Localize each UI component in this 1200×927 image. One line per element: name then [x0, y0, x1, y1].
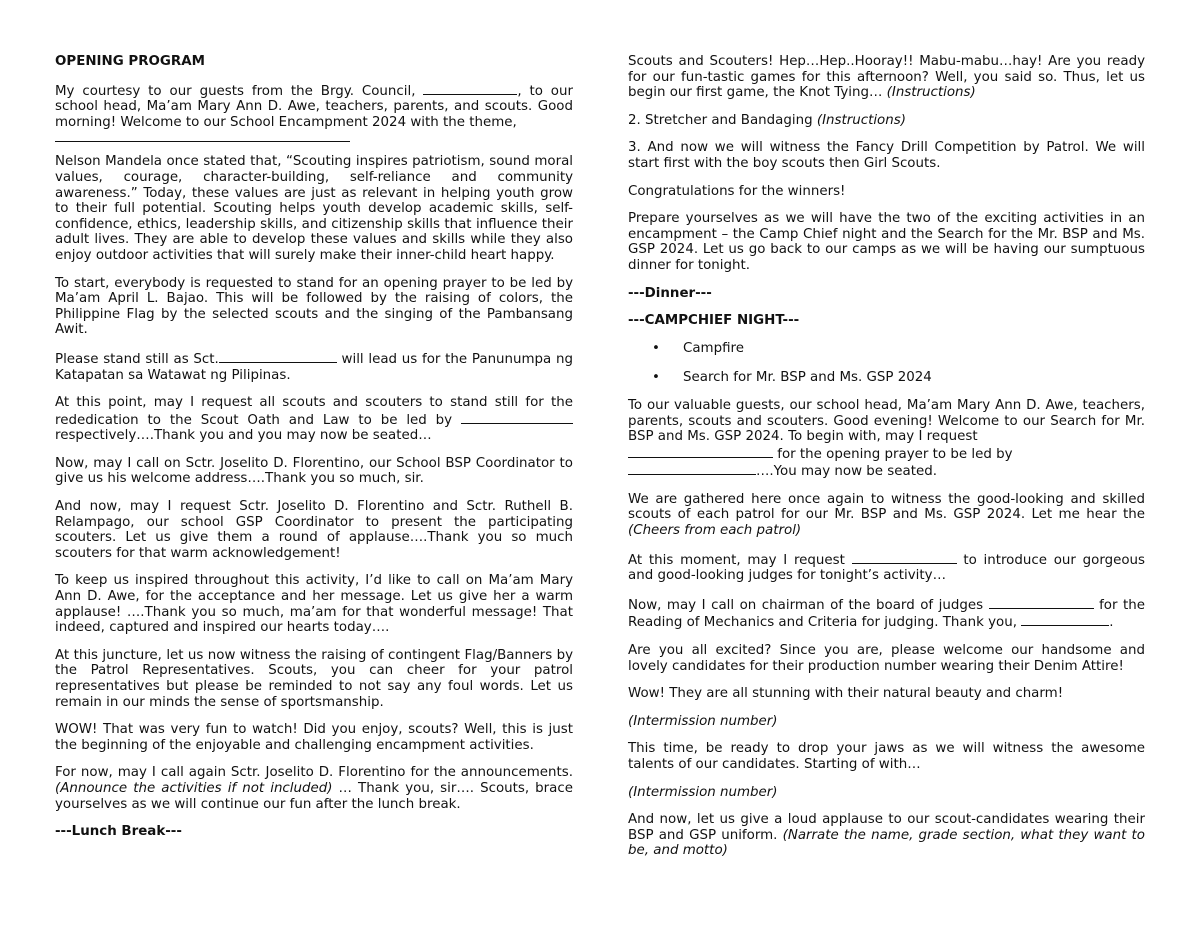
instruction-note: (Intermission number) — [628, 713, 778, 729]
text: 2. Stretcher and Bandaging — [628, 112, 817, 128]
intermission-note — [628, 714, 1145, 730]
paragraph-fancy-drill: 3. And now we will witness the Fancy Drill Competition by Patrol. We will start first with the boy scouts then Girl Scouts. — [628, 140, 1145, 171]
text: At this moment, may I request — [628, 552, 852, 568]
paragraph-panunumpa — [55, 350, 573, 383]
instruction-note: (Announce the activities if not included) — [55, 780, 333, 796]
paragraph-talents: This time, be ready to drop your jaws as we will witness the awesome talents of our candidates. Starting of with… — [628, 741, 1145, 772]
paragraph-rededication — [55, 395, 573, 444]
text: And now, let us give a loud applause to our scout-candidates wearing their BSP and GSP uniform. — [628, 812, 1145, 843]
list-item-label: Campfire — [683, 340, 744, 356]
fill-in-blank — [852, 551, 957, 564]
list-item-label: Search for Mr. BSP and Ms. GSP 2024 — [683, 370, 932, 386]
text: To our valuable guests, our school head, Ma’am Mary Ann D. Awe, teachers, parents, scouts and scouters. Good evening! Welcome to our Search for Mr. BSP and Ms. GSP 2024. To begin with, may I request — [628, 397, 1145, 445]
text: will lead us for the Panunumpa ng Katapatan sa Watawat ng Pilipinas. — [55, 351, 573, 383]
list-item — [628, 370, 1145, 386]
text: We are gathered here once again to witness the good-looking and skilled scouts of each patrol for our Mr. BSP and Ms. GSP 2024. Let me hear the — [628, 491, 1145, 523]
text: , to our school head, Ma’am Mary Ann D. Awe, teachers, parents, and scouts. Good morning! Welcome to our School Encampment 2024 with the theme, — [55, 83, 573, 130]
activity-list — [628, 341, 1145, 386]
bullet-icon: • — [652, 370, 660, 386]
fill-in-blank — [628, 462, 756, 475]
paragraph-message: To keep us inspired throughout this activity, I’d like to call on Ma’am Mary Ann D. Awe, for the acceptance and her message. Let us give her a warm applause! ….Thank you so much, ma’am for that wonderful message! That indeed, captured and inspired our hearts today…. — [55, 573, 573, 636]
paragraph-banners: At this juncture, let us now witness the raising of contingent Flag/Banners by the Patrol Representatives. Scouts, you can cheer for your patrol representatives but please be reminded to not say any foul words. Let us remain in our minds the sense of sportsmanship. — [55, 647, 573, 710]
left-column — [55, 54, 573, 852]
fill-in-blank — [989, 596, 1094, 609]
paragraph-mandela: Nelson Mandela once stated that, “Scouting inspires patriotism, sound moral values, courage, character-building, self-reliance and community awareness.” Today, these values are just as relevant in helping youth grow to their full potential. Scouting helps youth develop academic skills, self-confidence, ethics, leadership skills, and citizenship skills that influence their adult lives. They are able to develop these values and skills while they also enjoy outdoor activities that will surely make their inner-child heart happy. — [55, 154, 573, 263]
opening-program-heading: OPENING PROGRAM — [55, 54, 205, 69]
paragraph-welcome-address: Now, may I call on Sctr. Joselito D. Florentino, our School BSP Coordinator to give us his welcome address….Thank you so much, sir. — [55, 455, 573, 487]
fill-in-blank — [219, 350, 337, 363]
fill-in-blank — [628, 445, 773, 458]
text: for the Reading of Mechanics and Criteria for judging. Thank you, — [628, 597, 1145, 631]
text: for the opening prayer to be led by — [773, 446, 1013, 462]
instruction-note: (Narrate the name, grade section, what they want to be, and motto) — [628, 827, 1145, 859]
intermission-note — [628, 785, 1145, 801]
instruction-note: (Instructions) — [816, 112, 906, 128]
paragraph-evening-welcome — [628, 398, 1145, 480]
instruction-note: (Instructions) — [886, 85, 976, 101]
paragraph-judges-intro — [628, 551, 1145, 584]
text: My courtesy to our guests from the Brgy. Council, — [55, 83, 424, 99]
paragraph-stretcher — [628, 113, 1145, 129]
list-item — [628, 341, 1145, 357]
paragraph-announcements — [55, 765, 573, 812]
text: Scouts and Scouters! Hep…Hep..Hooray!! Mabu-mabu…hay! Are you ready for our fun-tastic games for this afternoon? Well, you said so. Thus, let us begin our first game, the Knot Tying… — [628, 54, 1145, 101]
text: At this point, may I request all scouts and scouters to stand still for the rededication to the Scout Oath and Law to be led by — [55, 395, 573, 428]
instruction-note: (Cheers from each patrol) — [628, 523, 802, 539]
campchief-heading: ---CAMPCHIEF NIGHT--- — [628, 313, 800, 329]
text: Please stand still as Sct. — [55, 351, 219, 367]
paragraph-uniform — [628, 812, 1145, 859]
instruction-note: (Intermission number) — [628, 784, 778, 800]
theme-blank-line — [55, 140, 350, 142]
paragraph-courtesy — [55, 82, 573, 131]
paragraph-prepare: Prepare yourselves as we will have the two of the exciting activities in an encampment – the Camp Chief night and the Search for the Mr. BSP and Ms. GSP 2024. Let us go back to our camps as we will be having our sumptuous dinner for tonight. — [628, 211, 1145, 273]
lunch-break-heading: ---Lunch Break--- — [55, 824, 182, 840]
paragraph-knot-tying — [628, 54, 1145, 101]
text: … Thank you, sir…. Scouts, brace yourselves as we will continue our fun after the lunch break. — [55, 780, 573, 812]
text: Now, may I call on chairman of the board of judges — [628, 597, 989, 613]
text: respectively….Thank you and you may now be seated… — [55, 428, 432, 444]
paragraph-excited: Are you all excited? Since you are, please welcome our handsome and lovely candidates for their production number wearing their Denim Attire! — [628, 643, 1145, 674]
fill-in-blank — [461, 411, 573, 424]
fill-in-blank — [1021, 613, 1109, 626]
text: to introduce our gorgeous and good-looking judges for tonight’s activity… — [628, 552, 1145, 584]
right-column — [628, 54, 1145, 871]
fill-in-blank — [423, 82, 517, 95]
paragraph-wow: WOW! That was very fun to watch! Did you enjoy, scouts? Well, this is just the beginning of the enjoyable and challenging encampment activities. — [55, 722, 573, 753]
paragraph-opening-prayer: To start, everybody is requested to stand for an opening prayer to be led by Ma’am April L. Bajao. This will be followed by the raising of colors, the Philippine Flag by the selected scouts and the singing of the Pambansang Awit. — [55, 275, 573, 338]
text: ….You may now be seated. — [756, 464, 937, 480]
text: For now, may I call again Sctr. Joselito D. Florentino for the announcements. — [55, 765, 573, 781]
paragraph-scouters: And now, may I request Sctr. Joselito D. Florentino and Sctr. Ruthell B. Relampago, our school GSP Coordinator to present the participating scouters. Let us give them a round of applause….Thank you so much scouters for that warm acknowledgement! — [55, 499, 573, 561]
dinner-heading: ---Dinner--- — [628, 285, 712, 301]
paragraph-gathered — [628, 492, 1145, 539]
paragraph-stunning: Wow! They are all stunning with their natural beauty and charm! — [628, 686, 1064, 702]
text: . — [1109, 615, 1114, 631]
paragraph-congratulations: Congratulations for the winners! — [628, 183, 846, 199]
bullet-icon: • — [652, 340, 660, 356]
paragraph-mechanics — [628, 596, 1145, 631]
